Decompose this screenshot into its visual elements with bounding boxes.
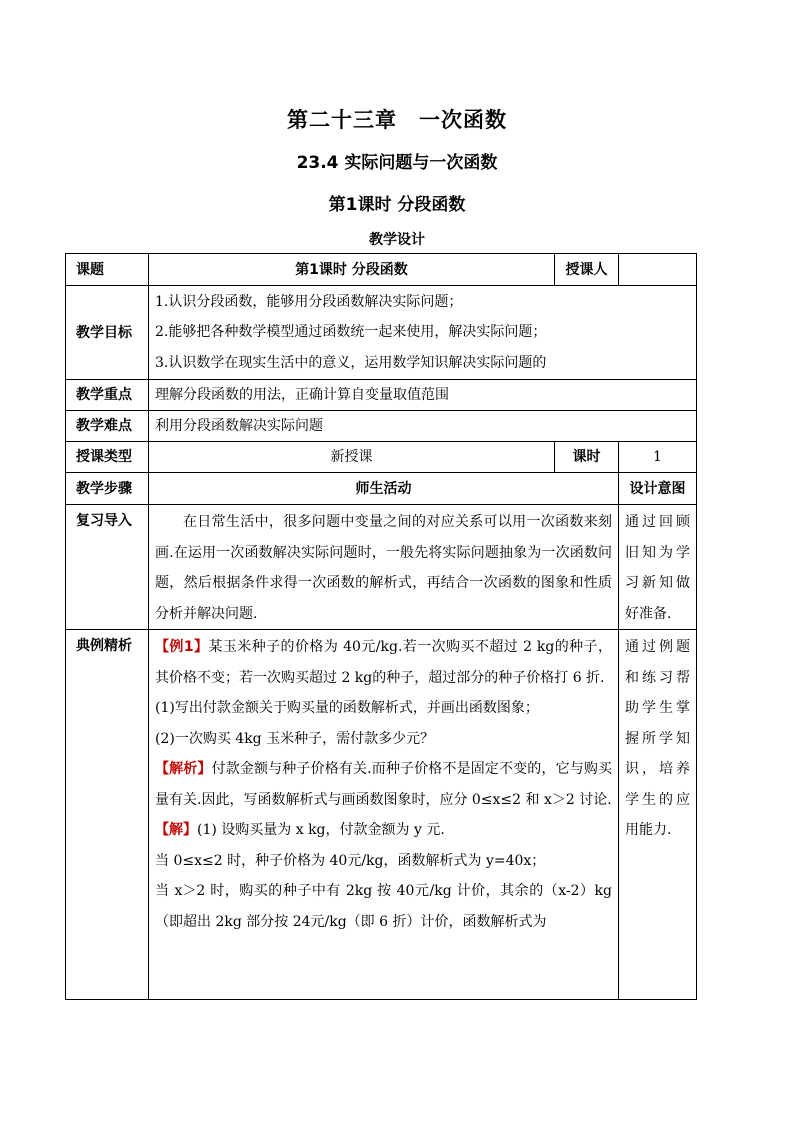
topic-label: 课题 <box>66 254 149 286</box>
design-subtitle: 教学设计 <box>369 232 425 248</box>
analysis-text: 付款金额与种子价格有关.而种子价格不是固定不变的，它与购买量有关.因此，写函数解析式与画函数图象时，应分 0≤x≤2 和 x＞2 讨论. <box>155 761 613 808</box>
review-text-cell <box>149 505 619 630</box>
lesson-plan-table <box>65 253 697 1000</box>
type-label: 授课类型 <box>66 442 149 473</box>
hours-value: 1 <box>619 442 697 473</box>
review-label: 复习导入 <box>66 505 149 630</box>
analysis <box>155 754 612 815</box>
steps-header: 教学步骤 <box>66 473 149 505</box>
example-tag: 【例1】 <box>155 639 209 655</box>
hours-label: 课时 <box>555 442 619 473</box>
solution-line-2: 当 0≤x≤2 时，种子价格为 40元/kg，函数解析式为 y=40x； <box>155 852 546 869</box>
review-text: 在日常生活中，很多问题中变量之间的对应关系可以用一次函数来刻画.在运用一次函数解决实际问题时，一般先将实际问题抽象为一次函数问题，然后根据条件求得一次函数的解析式，再结合一次函数的图象和性质分析并解决问题. <box>155 514 612 622</box>
goal-item: 3.认识数学在现实生活中的意义，运用数学知识解决实际问题的 <box>155 354 547 371</box>
analysis-tag: 【解析】 <box>155 761 212 777</box>
row-review <box>66 505 697 630</box>
question-1: (1)写出付款金额关于购买量的函数解析式，并画出函数图象； <box>155 700 539 716</box>
example-intent: 通过例题和练习帮助学生掌握所学知识，培养学生的应用能力. <box>619 630 697 1000</box>
lesson-title: 第1课时 分段函数 <box>328 195 466 215</box>
difficulty-value: 利用分段函数解决实际问题 <box>149 411 697 442</box>
question-2: (2)一次购买 4kg 玉米种子，需付款多少元？ <box>155 730 435 747</box>
example-statement <box>155 632 612 693</box>
difficulty-label: 教学难点 <box>66 411 149 442</box>
section-title: 23.4 实际问题与一次函数 <box>296 153 498 173</box>
goal-item: 2.能够把各种数学模型通过函数统一起来使用，解决实际问题； <box>155 324 547 341</box>
goals-list <box>149 286 697 380</box>
goals-label: 教学目标 <box>66 286 149 380</box>
row-goals <box>66 286 697 380</box>
example-content <box>149 630 619 1000</box>
row-difficulty <box>66 411 697 442</box>
activity-header: 师生活动 <box>149 473 619 505</box>
solution-text-1: (1) 设购买量为 x kg，付款金额为 y 元. <box>197 822 445 838</box>
key-point-label: 教学重点 <box>66 380 149 411</box>
key-point-value: 理解分段函数的用法，正确计算自变量取值范围 <box>149 380 697 411</box>
row-step-header <box>66 473 697 505</box>
row-example <box>66 630 697 1000</box>
row-topic <box>66 254 697 286</box>
example-label: 典例精析 <box>66 630 149 1000</box>
goal-item: 1.认识分段函数，能够用分段函数解决实际问题； <box>155 293 463 310</box>
row-type <box>66 442 697 473</box>
solution-line-1 <box>155 815 612 846</box>
chapter-title: 第二十三章 一次函数 <box>287 108 507 132</box>
teacher-label: 授课人 <box>555 254 619 286</box>
review-intent: 通过回顾旧知为学习新知做好准备. <box>619 505 697 630</box>
teacher-value <box>619 254 697 286</box>
solution-tag: 【解】 <box>155 822 197 838</box>
intent-header: 设计意图 <box>619 473 697 505</box>
topic-value: 第1课时 分段函数 <box>149 254 555 286</box>
row-key-point <box>66 380 697 411</box>
type-value: 新授课 <box>149 442 555 473</box>
solution-line-3: 当 x＞2 时，购买的种子中有 2kg 按 40元/kg 计价，其余的（x-2）kg（即超出 2kg 部分按 24元/kg（即 6 折）计价，函数解析式为 <box>155 883 612 930</box>
example-text: 某玉米种子的价格为 40元/kg.若一次购买不超过 2 kg的种子，其价格不变；若一次购买超过 2 kg的种子，超过部分的种子价格打 6 折. <box>155 639 612 686</box>
